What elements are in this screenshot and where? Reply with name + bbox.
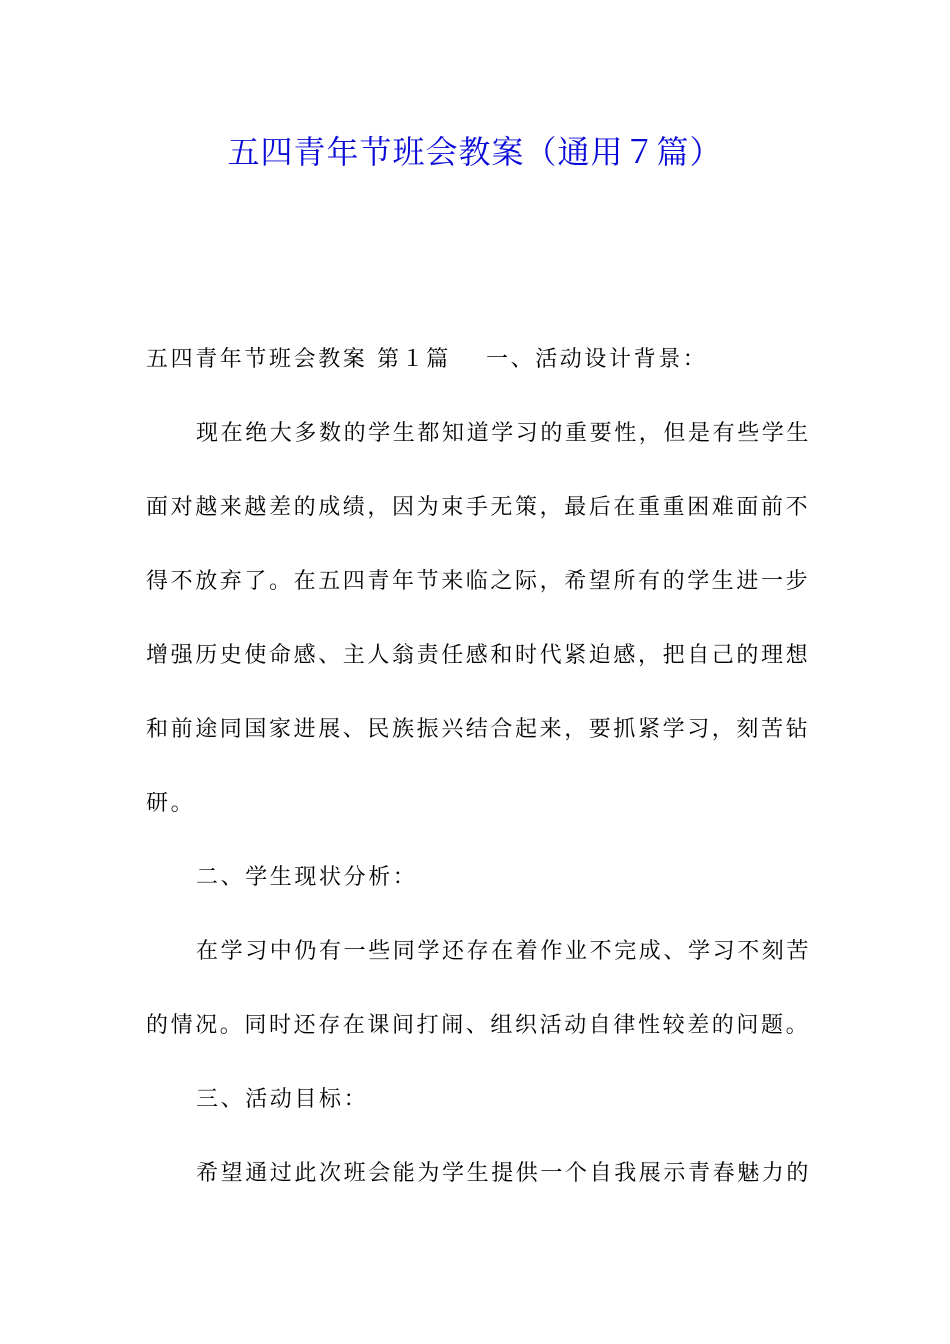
subsection-heading-analysis: 二、学生现状分析： [196,865,418,890]
paragraph-line: 希望通过此次班会能为学生提供一个自我展示青春魅力的 [196,1161,812,1186]
document-body [146,336,812,1224]
subsection-heading-goals: 三、活动目标： [196,1087,369,1112]
first-line [146,336,808,410]
paragraph-line: 的情况。同时还存在课间打闹、组织活动自律性较差的问题。 [146,1013,811,1038]
paragraph-line: 得不放弃了。在五四青年节来临之际，希望所有的学生进一步 [146,569,811,594]
paragraph-line: 研。 [146,791,196,816]
paragraph-line: 现在绝大多数的学生都知道学习的重要性，但是有些学生 [196,421,812,446]
paragraph-line: 面对越来越差的成绩，因为束手无策，最后在重重困难面前不 [146,495,811,520]
subsection-heading-background: 一、活动设计背景： [486,347,708,372]
document-title: 五四青年节班会教案（通用７篇） [227,133,723,171]
paragraph-line: 增强历史使命感、主人翁责任感和时代紧迫感，把自己的理想 [146,643,811,668]
paragraph-line: 和前途同国家进展、民族振兴结合起来，要抓紧学习，刻苦钻 [146,717,811,742]
section-heading: 五四青年节班会教案 第１篇 [146,347,451,372]
paragraph-line: 在学习中仍有一些同学还存在着作业不完成、学习不刻苦 [196,939,812,964]
